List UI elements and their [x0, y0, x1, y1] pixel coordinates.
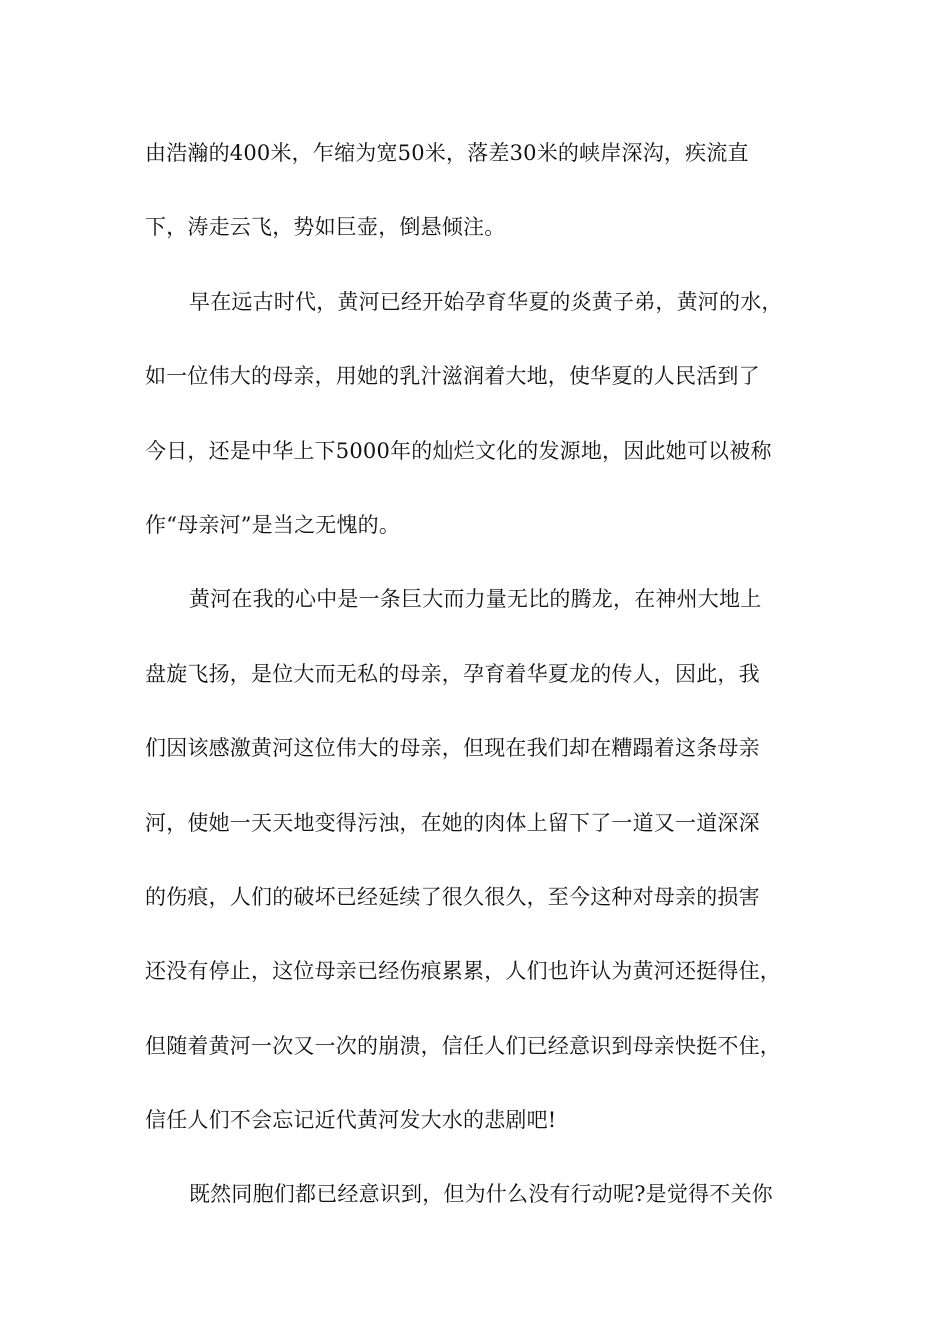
- paragraph-start-line: 黄河在我的心中是一条巨大而力量无比的腾龙，在神州大地上: [189, 587, 762, 612]
- text-line: 今日，还是中华上下5000年的灿烂文化的发源地，因此她可以被称: [145, 438, 772, 463]
- document-body: [145, 131, 815, 1247]
- text-line: 们因该感激黄河这位伟大的母亲，但现在我们却在糟蹋着这条母亲: [145, 736, 760, 761]
- text-line: 还没有停止，这位母亲已经伤痕累累，人们也许认为黄河还挺得住，: [145, 959, 781, 984]
- text-line: 信任人们不会忘记近代黄河发大水的悲剧吧!: [145, 1108, 557, 1133]
- text-line: 但随着黄河一次又一次的崩溃，信任人们已经意识到母亲快挺不住，: [145, 1033, 781, 1058]
- text-line: 的伤痕，人们的破坏已经延续了很久很久，至今这种对母亲的损害: [145, 884, 760, 909]
- paragraph-start-line: 早在远古时代，黄河已经开始孕育华夏的炎黄子弟，黄河的水，: [189, 289, 783, 314]
- text-line: 由浩瀚的400米，乍缩为宽50米，落差30米的峡岸深沟，疾流直: [145, 141, 749, 165]
- text-line: 盘旋飞扬，是位大而无私的母亲，孕育着华夏龙的传人，因此，我: [145, 661, 760, 686]
- paragraph-start-line: 既然同胞们都已经意识到，但为什么没有行动呢?是觉得不关你: [189, 1182, 773, 1207]
- text-line: 如一位伟大的母亲，用她的乳汁滋润着大地，使华夏的人民活到了: [145, 364, 760, 389]
- text-line: 下，涛走云飞，势如巨壶，倒悬倾注。: [145, 215, 506, 240]
- text-line: 河，使她一天天地变得污浊，在她的肉体上留下了一道又一道深深: [145, 810, 760, 835]
- text-line: 作“母亲河”是当之无愧的。: [145, 512, 401, 537]
